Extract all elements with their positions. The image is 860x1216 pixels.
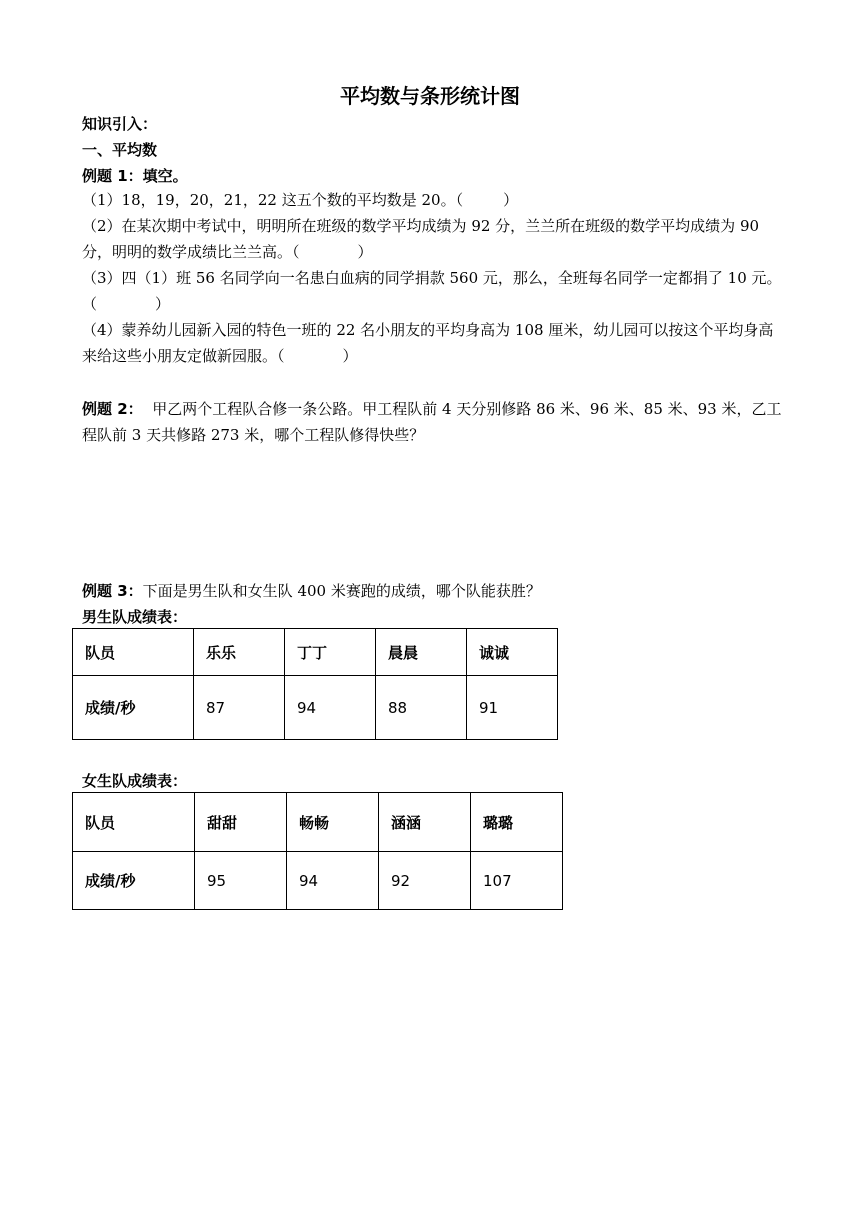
section-one-heading: 一、平均数: [82, 141, 158, 159]
question-4: [82, 317, 782, 369]
example-2-heading: 例题 2：: [82, 400, 143, 418]
table-header-cell: 丁丁: [285, 629, 376, 676]
page-title: 平均数与条形统计图: [340, 84, 520, 108]
table-cell: 92: [379, 852, 471, 910]
girls-score-table: [72, 792, 563, 910]
question-2: [82, 213, 782, 265]
girls-table-caption: 女生队成绩表：: [82, 772, 188, 790]
table-cell: 87: [194, 676, 285, 740]
question-4-text: （4）蒙养幼儿园新入园的特色一班的 22 名小朋友的平均身高为 108 厘米，幼儿园可以按这个平均身高来给这些小朋友定做新园服。（: [82, 321, 774, 365]
boys-table-score-row: [73, 676, 558, 740]
example-1-heading: 例题 1：填空。: [82, 167, 188, 185]
table-cell: 91: [467, 676, 558, 740]
question-3: [82, 265, 782, 317]
table-cell: 95: [195, 852, 287, 910]
question-4-close: ）: [342, 347, 358, 365]
table-header-cell: 畅畅: [287, 793, 379, 852]
table-cell: 88: [376, 676, 467, 740]
girls-table-score-row: [73, 852, 563, 910]
table-header-cell: 涵涵: [379, 793, 471, 852]
boys-table-header-row: [73, 629, 558, 676]
table-header-cell: 诚诚: [467, 629, 558, 676]
table-cell: 94: [285, 676, 376, 740]
example-2-text: 甲乙两个工程队合修一条公路。甲工程队前 4 天分别修路 86 米、96 米、85 米、93 米，乙工程队前 3 天共修路 273 米，哪个工程队修得快些？: [82, 400, 782, 444]
table-header-cell: 璐璐: [471, 793, 563, 852]
table-header-cell: 甜甜: [195, 793, 287, 852]
example-3-text: 下面是男生队和女生队 400 米赛跑的成绩，哪个队能获胜？: [142, 582, 541, 600]
table-header-cell: 乐乐: [194, 629, 285, 676]
table-row-label: 成绩/秒: [73, 676, 194, 740]
example-3: [82, 578, 782, 604]
table-cell: 94: [287, 852, 379, 910]
question-3-close: ）: [155, 295, 171, 313]
example-3-heading: 例题 3：: [82, 582, 143, 600]
example-2: [82, 396, 782, 448]
section-intro-heading: 知识引入：: [82, 115, 158, 133]
table-header-cell: 队员: [73, 793, 195, 852]
question-3-text: （3）四（1）班 56 名同学向一名患白血病的同学捐款 560 元，那么，全班每名同学一定都捐了 10 元。（: [82, 269, 782, 313]
table-header-cell: 队员: [73, 629, 194, 676]
table-row-label: 成绩/秒: [73, 852, 195, 910]
question-2-close: ）: [357, 243, 373, 261]
question-1-close: ）: [503, 191, 519, 209]
table-cell: 107: [471, 852, 563, 910]
question-2-text: （2）在某次期中考试中，明明所在班级的数学平均成绩为 92 分，兰兰所在班级的数学平均成绩为 90 分，明明的数学成绩比兰兰高。（: [82, 217, 760, 261]
question-1-text: （1）18，19，20，21，22 这五个数的平均数是 20。（: [82, 191, 464, 209]
question-1: [82, 187, 782, 213]
boys-table-caption: 男生队成绩表：: [82, 608, 188, 626]
boys-score-table: [72, 628, 558, 740]
girls-table-header-row: [73, 793, 563, 852]
table-header-cell: 晨晨: [376, 629, 467, 676]
